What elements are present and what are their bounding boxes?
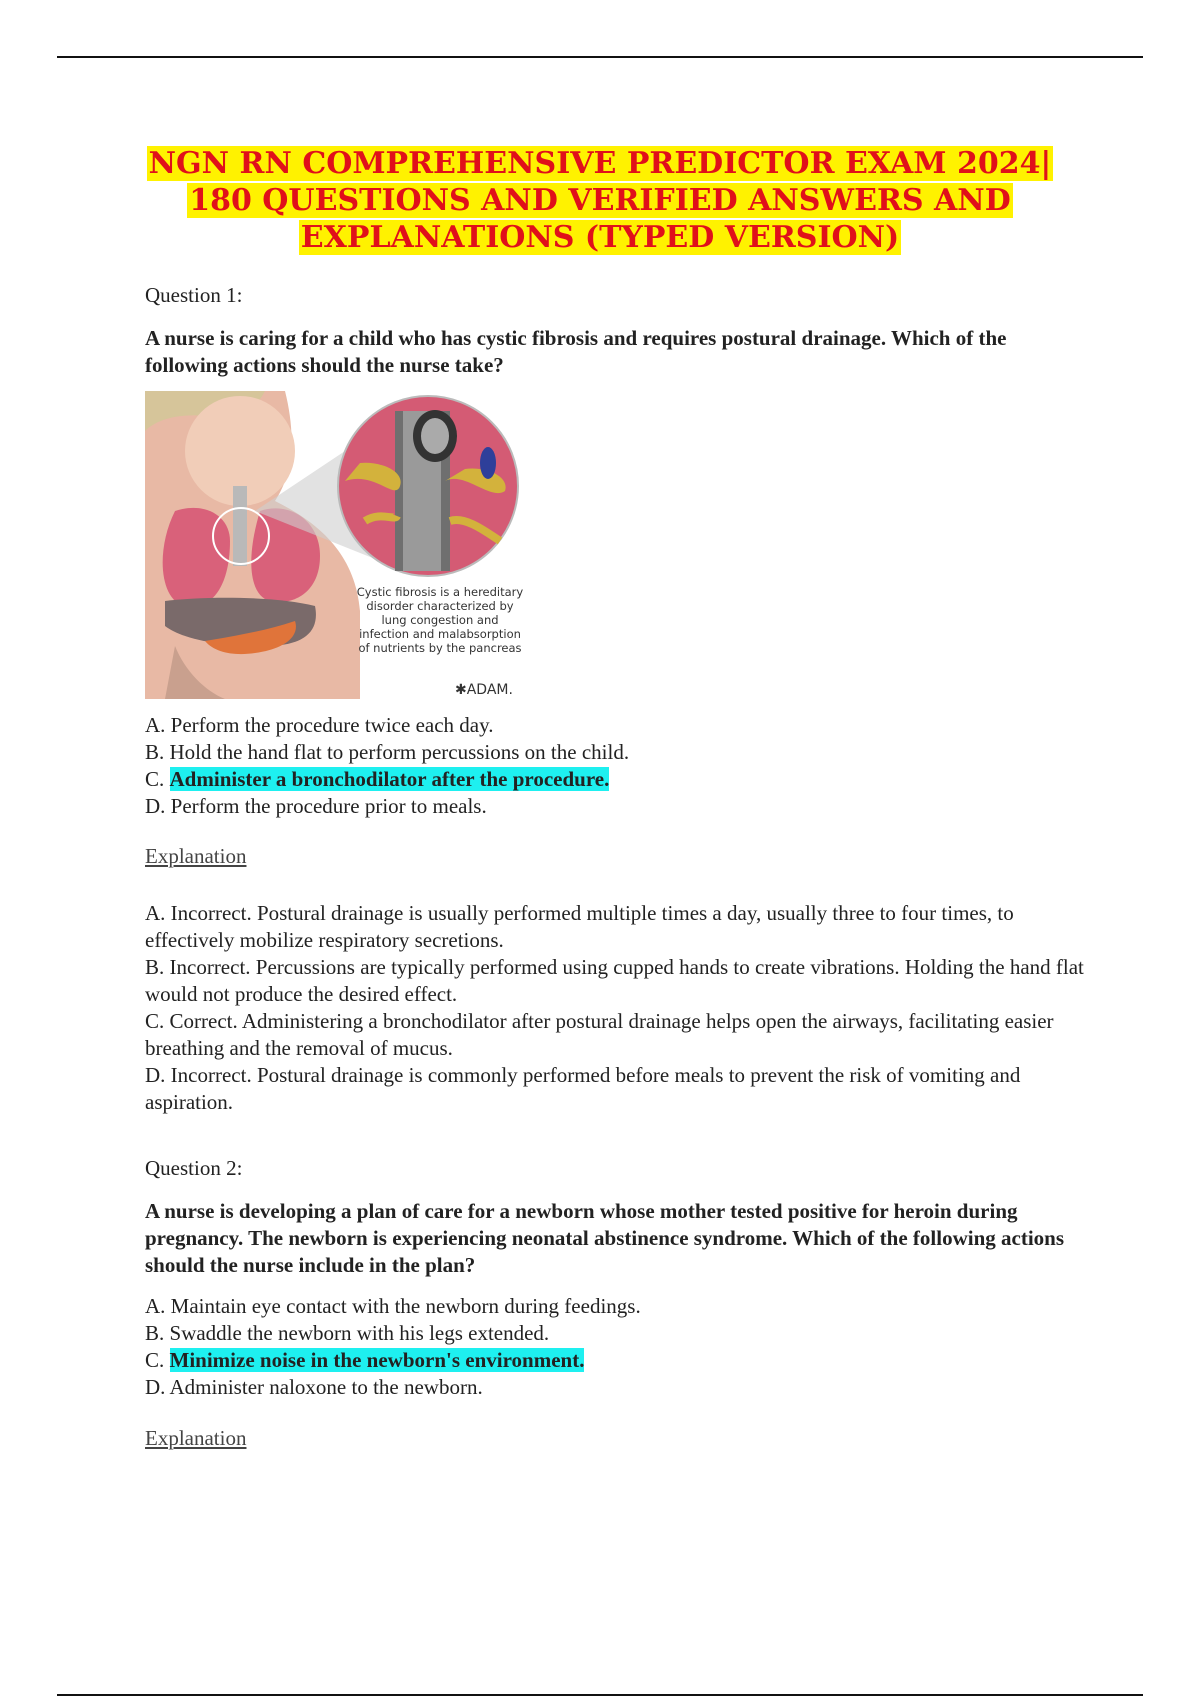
option-c-correct: C. Minimize noise in the newborn's environment.: [145, 1348, 585, 1372]
title-line-2: 180 QUESTIONS AND VERIFIED ANSWERS AND: [189, 183, 1011, 218]
question-2-options: [145, 1293, 1085, 1401]
question-1-label: Question 1:: [145, 283, 243, 307]
option-b: B. Hold the hand flat to perform percussions on the child.: [145, 740, 630, 764]
explanation-b: B. Incorrect. Percussions are typically performed using cupped hands to create vibrations. Holding the hand flat would not produce the desired effect.: [145, 955, 1084, 1006]
question-1-text: A nurse is caring for a child who has cystic fibrosis and requires postural drainage. Which of the following actions should the nurse take?: [145, 326, 1007, 377]
explanation-d: D. Incorrect. Postural drainage is commonly performed before meals to prevent the risk of vomiting and aspiration.: [145, 1063, 1021, 1114]
question-2-explanation-link: [145, 1425, 1085, 1452]
option-c-correct: C. Administer a bronchodilator after the procedure.: [145, 767, 610, 791]
title-line-1: NGN RN COMPREHENSIVE PREDICTOR EXAM 2024|: [148, 146, 1052, 181]
top-rule: [57, 56, 1143, 58]
question-2-text: A nurse is developing a plan of care for a newborn whose mother tested positive for heroin during pregnancy. The newborn is experiencing neonatal abstinence syndrome. Which of the following actions should the nurse include in the plan?: [145, 1199, 1065, 1277]
question-2-label: Question 2:: [145, 1156, 243, 1180]
explanation-a: A. Incorrect. Postural drainage is usually performed multiple times a day, usually three to four times, to effectively mobilize respiratory secretions.: [145, 901, 1014, 952]
option-b: B. Swaddle the newborn with his legs extended.: [145, 1321, 550, 1345]
question-1-options: [145, 712, 1085, 820]
title-line-3: EXPLANATIONS (TYPED VERSION): [300, 220, 900, 255]
bottom-rule: [57, 1694, 1143, 1696]
explanation-link[interactable]: Explanation: [145, 1426, 247, 1450]
illustration-caption: Cystic fibrosis is a hereditary disorder characterized by lung congestion and infection and malabsorption of nutrients by the pancreas: [356, 585, 524, 655]
explanation-link[interactable]: Explanation: [145, 844, 247, 868]
adam-logo: ✱ADAM.: [455, 682, 513, 698]
question-2-header: [145, 1155, 1085, 1279]
question-1-header: [145, 282, 1085, 379]
option-a: A. Perform the procedure twice each day.: [145, 713, 494, 737]
option-a: A. Maintain eye contact with the newborn during feedings.: [145, 1294, 641, 1318]
option-d: D. Administer naloxone to the newborn.: [145, 1375, 483, 1399]
explanation-c: C. Correct. Administering a bronchodilator after postural drainage helps open the airways, facilitating easier breathing and the removal of mucus.: [145, 1009, 1054, 1060]
correct-answer-highlight: Minimize noise in the newborn's environment.: [169, 1348, 585, 1372]
correct-answer-highlight: Administer a bronchodilator after the procedure.: [169, 767, 610, 791]
question-1-explanations: [145, 900, 1085, 1116]
option-d: D. Perform the procedure prior to meals.: [145, 794, 487, 818]
question-1-explanation-link: [145, 843, 1085, 870]
document-title: [100, 145, 1100, 256]
